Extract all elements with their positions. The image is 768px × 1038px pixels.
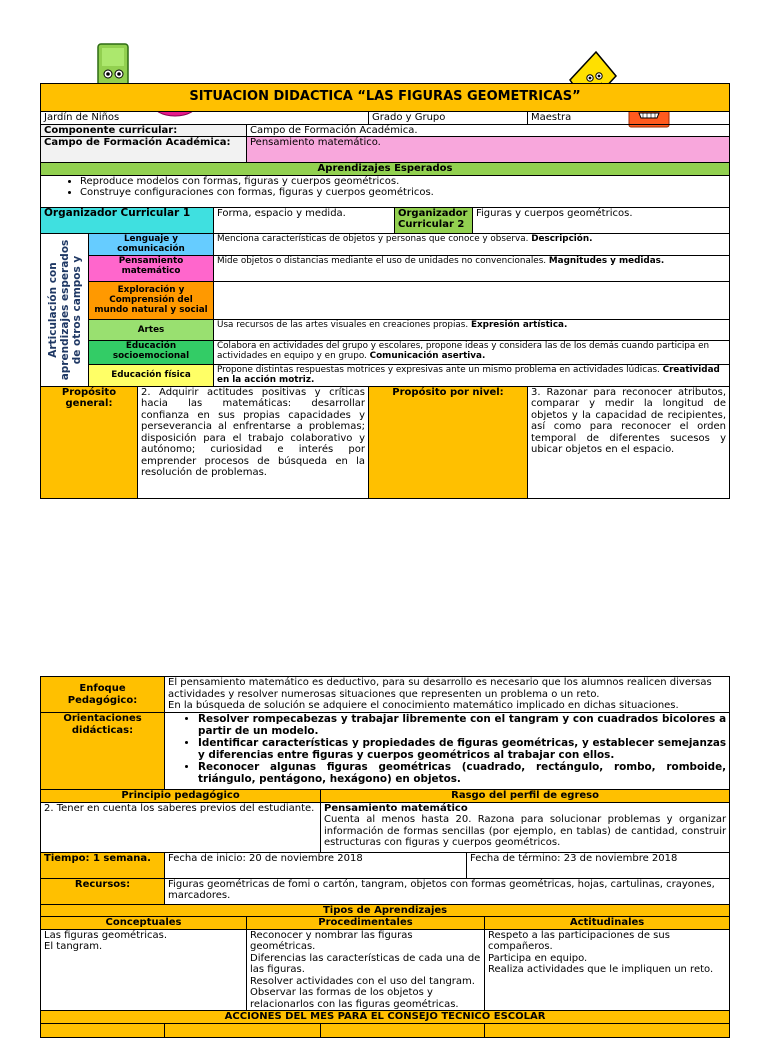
principio-text: 2. Tener en cuenta los saberes previos del estudiante. xyxy=(41,802,321,852)
procedimentales-label: Procedimentales xyxy=(247,917,485,930)
orientaciones-label: Orientaciones didácticas: xyxy=(41,713,165,790)
enfoque-label: Enfoque Pedagógico: xyxy=(41,677,165,713)
orientacion-item: • Identificar características y propiedades de figuras geométricas, y establecer semejanzas y diferencias entre figuras y cuerpos geométricos al trabajar con ellos. xyxy=(198,737,726,761)
acciones-col-4 xyxy=(485,1023,730,1037)
rasgo-text: Pensamiento matemático Cuenta al menos hasta 20. Razona para solucionar problemas y organizar información de formas sencillas (por ejemplo, en tablas) de cantidad, construir estructuras con figuras y cuerpos geométricos. xyxy=(321,802,730,852)
rasgo-label: Rasgo del perfil de egreso xyxy=(321,790,730,803)
proposito-general-text: 2. Adquirir actitudes positivas y críticas hacia las matemáticas: desarrollar confianza en sus propias capacidades y perseverancia al enfrentarse a problemas; disposición para el trabajo colaborativo y autónomo; curiosidad e interés por emprender procesos de búsqueda en la resolución de problemas. xyxy=(138,386,369,498)
actitudinales-list: Respeto a las participaciones de sus compañeros. Participa en equipo. Realiza actividades que le impliquen un reto. xyxy=(485,929,730,1011)
aprendizaje-item: • Reproduce modelos con formas, figuras y cuerpos geométricos. xyxy=(80,176,726,188)
principio-label: Principio pedagógico xyxy=(41,790,321,803)
articulacion-text-exploracion xyxy=(214,281,730,319)
campo-label: Campo de Formación Académica: xyxy=(41,137,247,163)
acciones-col-1 xyxy=(41,1023,165,1037)
organizador1-value: Forma, espacio y medida. xyxy=(214,207,395,233)
procedimentales-list: Reconocer y nombrar las figuras geométricas. Diferencias las características de cada una de las figuras. Resolver actividades con el uso del tangram. Observar las formas de los objetos y relacionarlos con las figuras geométricas. xyxy=(247,929,485,1011)
orientacion-item: • Reconocer algunas figuras geométricas (cuadrado, rectángulo, rombo, romboide, triángulo, pentágono, hexágono) en objetos. xyxy=(198,761,726,785)
componente-label: Componente curricular: xyxy=(41,124,247,137)
fecha-termino: Fecha de término: 23 de noviembre 2018 xyxy=(467,852,730,878)
area-exploracion: Exploración y Comprensión del mundo natural y social xyxy=(89,281,214,319)
articulacion-text-lenguaje: Menciona características de objetos y personas que conoce y observa. Descripción. xyxy=(214,233,730,255)
area-socioemocional: Educación socioemocional xyxy=(89,340,214,364)
proposito-nivel-label: Propósito por nivel: xyxy=(369,386,528,498)
organizador2-value: Figuras y cuerpos geométricos. xyxy=(473,207,730,233)
aprendizajes-heading: Aprendizajes Esperados xyxy=(41,163,730,176)
recursos-label: Recursos: xyxy=(41,878,165,904)
organizador1-label: Organizador Curricular 1 xyxy=(41,207,214,233)
grado-label: Grado y Grupo xyxy=(369,112,528,125)
aprendizaje-item: • Construye configuraciones con formas, figuras y cuerpos geométricos. xyxy=(80,187,726,199)
orientacion-item: • Resolver rompecabezas y trabajar libremente con el tangram y con cuadrados bicolores a partir de un modelo. xyxy=(198,713,726,737)
tiempo-label: Tiempo: 1 semana. xyxy=(41,852,165,878)
acciones-heading: ACCIONES DEL MES PARA EL CONSEJO TECNICO ESCOLAR xyxy=(41,1011,730,1024)
planning-table-top xyxy=(40,83,730,499)
jardin-label: Jardín de Niños xyxy=(41,112,369,125)
actitudinales-label: Actitudinales xyxy=(485,917,730,930)
proposito-general-label: Propósito general: xyxy=(41,386,138,498)
recursos-text: Figuras geométricas de fomi o cartón, tangram, objetos con formas geométricas, hojas, cartulinas, crayones, marcadores. xyxy=(165,878,730,904)
area-artes: Artes xyxy=(89,319,214,340)
articulacion-text-educacion-fisica: Propone distintas respuestas motrices y expresivas ante un mismo problema en actividades lúdicas. Creatividad en la acción motriz. xyxy=(214,364,730,386)
conceptuales-label: Conceptuales xyxy=(41,917,247,930)
articulacion-vertical-label: Articulación con aprendizajes esperados de otros campos y xyxy=(41,233,89,386)
acciones-col-2 xyxy=(165,1023,321,1037)
tipos-heading: Tipos de Aprendizajes xyxy=(41,904,730,917)
acciones-col-3 xyxy=(321,1023,485,1037)
fecha-inicio: Fecha de inicio: 20 de noviembre 2018 xyxy=(165,852,467,878)
articulacion-text-socioemocional: Colabora en actividades del grupo y escolares, propone ideas y considera las de los demás cuando participa en actividades en equipo y en grupo. Comunicación asertiva. xyxy=(214,340,730,364)
articulacion-text-artes: Usa recursos de las artes visuales en creaciones propias. Expresión artística. xyxy=(214,319,730,340)
proposito-nivel-text: 3. Razonar para reconocer atributos, comparar y medir la longitud de objetos y la capacidad de recipientes, así como para reconocer el orden temporal de diferentes sucesos y ubicar objetos en el espacio. xyxy=(528,386,730,498)
organizador2-label: Organizador Curricular 2 xyxy=(395,207,473,233)
page-title: SITUACION DIDACTICA “LAS FIGURAS GEOMETRICAS” xyxy=(41,84,730,112)
conceptuales-list: Las figuras geométricas. El tangram. xyxy=(41,929,247,1011)
enfoque-text: El pensamiento matemático es deductivo, para su desarrollo es necesario que los alumnos realicen diversas actividades y resolver numerosas situaciones que representen un problema o un reto. En la búsqueda de solución se adquiere el conocimiento matemático implicado en dichas situaciones. xyxy=(165,677,730,713)
area-lenguaje: Lenguaje y comunicación xyxy=(89,233,214,255)
planning-table-bottom xyxy=(40,676,730,1038)
area-pensamiento: Pensamiento matemático xyxy=(89,255,214,281)
area-educacion-fisica: Educación física xyxy=(89,364,214,386)
campo-value: Pensamiento matemático. xyxy=(247,137,730,163)
aprendizajes-list xyxy=(41,175,730,207)
componente-value: Campo de Formación Académica. xyxy=(247,124,730,137)
orientaciones-list xyxy=(165,713,730,790)
maestra-label: Maestra xyxy=(528,112,730,125)
articulacion-text-pensamiento: Mide objetos o distancias mediante el uso de unidades no convencionales. Magnitudes y medidas. xyxy=(214,255,730,281)
